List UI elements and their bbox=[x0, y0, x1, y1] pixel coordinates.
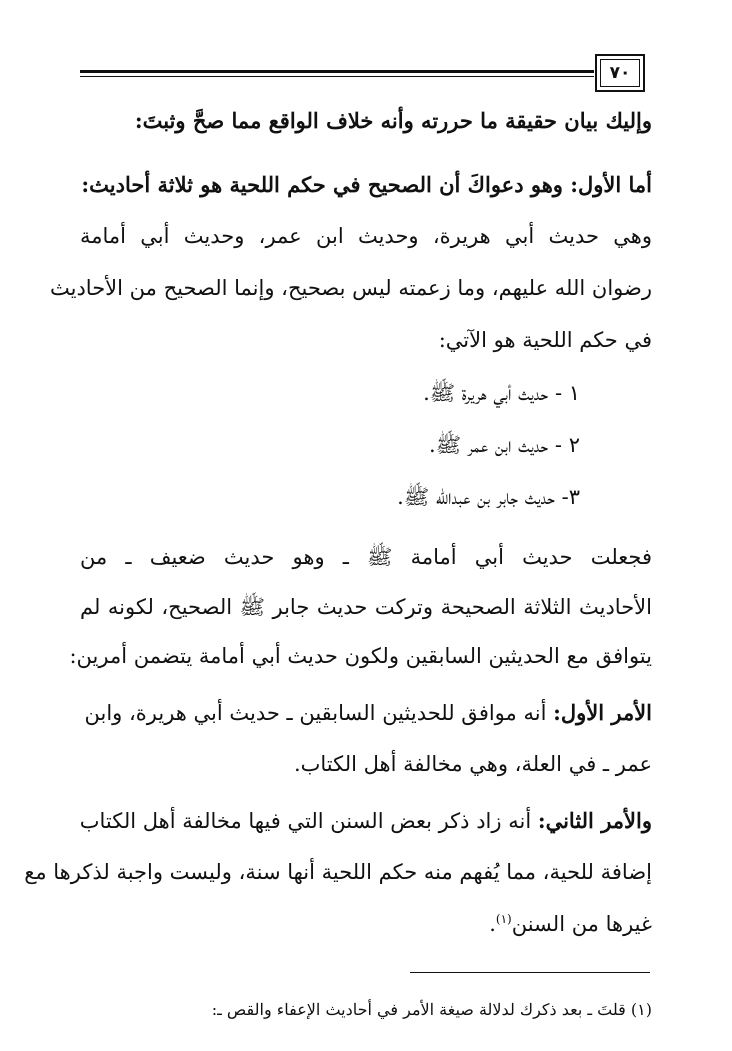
second-matter-line-2: إضافة للحية، مما يُفهم منه حكم اللحية أنها سنة، وليست واجبة لذكرها مع bbox=[24, 860, 652, 884]
list-item-1: ١ - حديث أبي هريرة ﷺ. bbox=[423, 381, 580, 405]
first-matter-continuation: عمر ـ في العلة، وهي مخالفة أهل الكتاب. bbox=[293, 752, 652, 776]
paragraph2-line-1: فجعلت حديث أبي أمامة ﷺ ـ وهو حديث ضعيف ـ من bbox=[80, 545, 652, 569]
paragraph2-line-3: يتوافق مع الحديثين السابقين ولكون حديث أبي أمامة يتضمن أمرين: bbox=[69, 644, 652, 668]
footnote-text: (١) قلتَ ـ بعد ذكرك لدلالة صيغة الأمر في أحاديث الإعفاء والقص ـ: bbox=[211, 1000, 652, 1019]
list-item-3: ٣- حديث جابر بن عبدالله ﷺ. bbox=[397, 485, 580, 509]
intro-line: وإليك بيان حقيقة ما حررته وأنه خلاف الواقع مما صحَّ وثبتَ: bbox=[134, 108, 652, 133]
list-item-2: ٢ - حديث ابن عمر ﷺ. bbox=[429, 433, 580, 457]
footnote-ref: (١) bbox=[495, 912, 512, 926]
first-matter-line bbox=[80, 700, 652, 725]
page-number: ٧٠ bbox=[600, 59, 640, 87]
second-matter-end-text: غيرها من السنن bbox=[511, 912, 652, 936]
paragraph-line-2: رضوان الله عليهم، وما زعمته ليس بصحيح، وإنما الصحيح من الأحاديث bbox=[49, 276, 652, 300]
first-claim-heading: أما الأول: وهو دعواكَ أن الصحيح في حكم اللحية هو ثلاثة أحاديث: bbox=[81, 172, 652, 197]
paragraph-line-3: في حكم اللحية هو الآتي: bbox=[438, 328, 652, 352]
paragraph2-line-2: الأحاديث الثلاثة الصحيحة وتركت حديث جابر ﷺ الصحيح، لكونه لم bbox=[80, 595, 652, 619]
second-matter-text: أنه زاد ذكر بعض السنن التي فيها مخالفة أهل الكتاب bbox=[79, 809, 538, 833]
first-matter-text: أنه موافق للحديثين السابقين ـ حديث أبي هريرة، وابن bbox=[84, 701, 554, 725]
second-matter-label: والأمر الثاني: bbox=[537, 808, 652, 833]
first-matter-label: الأمر الأول: bbox=[553, 700, 652, 725]
header-rule-thick bbox=[80, 70, 594, 73]
second-matter-line bbox=[80, 808, 652, 833]
sentence-end: . bbox=[489, 912, 496, 936]
footnote-rule bbox=[410, 972, 650, 973]
header-rule-thin bbox=[80, 76, 594, 77]
paragraph-line-1: وهي حديث أبي هريرة، وحديث ابن عمر، وحديث أبي أمامة bbox=[80, 224, 652, 248]
second-matter-line-3 bbox=[80, 912, 652, 936]
